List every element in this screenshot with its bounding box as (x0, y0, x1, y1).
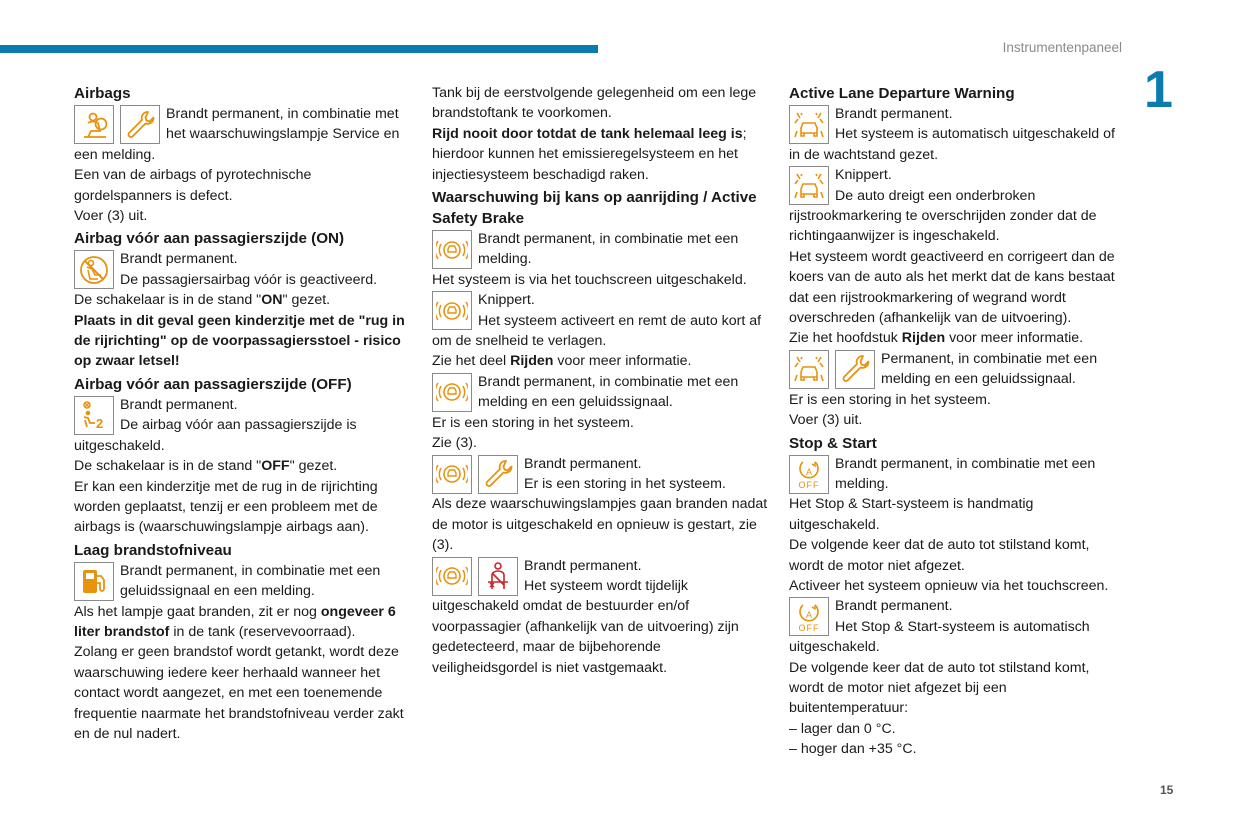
body-text: Zolang er geen brandstof wordt getankt, wordt deze waarschuwing iedere keer herhaald wanneer het contact wordt aangezet, en met een toenemende frequentie naarmate het brandstofniveau verder zakt en de nul nadert. (74, 644, 404, 742)
warning-text: De airbag vóór aan passagierszijde is (120, 417, 357, 434)
warning-text: Het Stop & Start-systeem is automatisch (835, 618, 1090, 635)
warning-text: Knippert. (478, 292, 535, 309)
body-text: Activeer het systeem opnieuw via het touchscreen. (789, 577, 1109, 594)
body-text: Zie het hoofdstuk Rijden voor meer informatie. (789, 330, 1084, 347)
service-wrench-icon (478, 455, 518, 494)
body-text: Voer (3) uit. (74, 208, 148, 225)
airbag-warning-icon (74, 105, 114, 144)
warning-row (432, 290, 770, 331)
warning-row (789, 454, 1127, 495)
lane-departure-icon (789, 350, 829, 389)
warning-text: Het systeem is automatisch uitgeschakeld of (835, 126, 1115, 143)
warning-row (432, 372, 770, 413)
body-text: De volgende keer dat de auto tot stilstand komt, wordt de motor niet afgezet. (789, 537, 1090, 574)
warning-row (789, 165, 1127, 206)
warning-text: Brandt permanent. (120, 396, 238, 413)
body-text: Er is een storing in het systeem. (789, 391, 991, 408)
body-text: Het systeem wordt geactiveerd en corrigeert dan de koers van de auto als het merkt dat de kans bestaat dat een rijstrookmarkering of wegrand wordt overschreden (afhankelijk van de uitvoering). (789, 248, 1115, 327)
column-2 (432, 83, 770, 678)
list-item: – hoger dan +35 °C. (789, 741, 917, 758)
section-title: Stop & Start (789, 434, 877, 452)
warning-text: Brandt permanent. (835, 106, 953, 122)
body-text: Rijd nooit door totdat de tank helemaal leeg is; hierdoor kunnen het emissieregelsysteem en het injectiesysteem beschadigd raken. (432, 125, 747, 183)
active-safety-brake-icon (432, 373, 472, 412)
body-text: Voer (3) uit. (789, 412, 863, 429)
warning-text: melding en een geluidssignaal. (478, 394, 673, 411)
stop-start-off-icon (789, 455, 829, 494)
warning-text: Het systeem activeert en remt de auto kort af (478, 312, 762, 329)
body-text: rijstrookmarkering te overschrijden zonder dat de richtingaanwijzer is ingeschakeld. (789, 208, 1097, 245)
warning-text: het waarschuwingslampje Service en (166, 126, 400, 143)
list-item: – lager dan 0 °C. (789, 720, 896, 737)
body-text: Er is een storing in het systeem. (432, 414, 634, 431)
warning-text: De auto dreigt een onderbroken (835, 187, 1036, 204)
warning-row (74, 249, 412, 290)
body-text: De schakelaar is in de stand "ON" gezet. (74, 292, 331, 309)
chapter-number: 1 (1144, 61, 1173, 119)
active-safety-brake-icon (432, 230, 472, 269)
body-text: Als het lampje gaat branden, zit er nog ongeveer 6 liter brandstof in de tank (reservevoorraad). (74, 603, 396, 640)
warning-text: melding. (478, 251, 532, 268)
warning-text: Brandt permanent, in combinatie met een (120, 562, 381, 579)
body-text: in de wachtstand gezet. (789, 146, 939, 163)
body-text: Er kan een kinderzitje met de rug in de rijrichting worden geplaatst, tenzij er een probleem met de airbags is (waarschuwingslampje airbags aan). (74, 478, 378, 536)
bold-warning-text: Plaats in dit geval geen kinderzitje met de "rug in de rijrichting" op de voorpassagiersstoel - risico op zwaar letsel! (74, 312, 405, 370)
warning-text: Permanent, in combinatie met een (881, 350, 1098, 367)
body-text: De schakelaar is in de stand "OFF" gezet. (74, 458, 338, 475)
body-text: Het Stop & Start-systeem is handmatig uitgeschakeld. (789, 496, 1034, 533)
lane-departure-icon (789, 105, 829, 144)
column-1 (74, 83, 412, 744)
warning-text: geluidssignaal en een melding. (120, 583, 315, 600)
warning-row (74, 104, 412, 145)
active-safety-brake-icon (432, 455, 472, 494)
passenger-airbag-on-icon (74, 250, 114, 289)
stop-start-off-icon (789, 597, 829, 636)
body-text: Een van de airbags of pyrotechnische gordelspanners is defect. (74, 167, 312, 204)
body-text: uitgeschakeld omdat de bestuurder en/of voorpassagier (afhankelijk van de uitvoering) zijn gedetecteerd, maar de bijbehorende veiligheidsgordel is niet vastgemaakt. (432, 598, 739, 676)
warning-text: Brandt permanent. (120, 251, 238, 268)
body-text: Het systeem is via het touchscreen uitgeschakeld. (432, 271, 747, 288)
warning-row (432, 454, 770, 495)
warning-text: melding. (835, 475, 889, 492)
body-text: uitgeschakeld. (789, 639, 880, 656)
warning-text: Brandt permanent. (835, 598, 953, 615)
passenger-airbag-off-icon (74, 396, 114, 435)
section-title: Laag brandstofniveau (74, 541, 232, 559)
warning-text: De passagiersairbag vóór is geactiveerd. (120, 271, 378, 288)
body-text: Als deze waarschuwingslampjes gaan branden nadat de motor is uitgeschakeld en opnieuw is gestart, zie (3). (432, 496, 768, 554)
warning-row (789, 596, 1127, 637)
warning-text: Brandt permanent. (524, 557, 642, 574)
body-text: De volgende keer dat de auto tot stilstand komt, wordt de motor niet afgezet bij een buitentemperatuur: (789, 659, 1090, 717)
fuel-pump-icon (74, 562, 114, 601)
section-title: Airbags (74, 85, 131, 102)
body-text: uitgeschakeld. (74, 437, 165, 454)
section-title: Airbag vóór aan passagierszijde (OFF) (74, 375, 352, 393)
warning-row (74, 395, 412, 436)
service-wrench-icon (835, 350, 875, 389)
body-text: een melding. (74, 146, 156, 163)
warning-text: Brandt permanent, in combinatie met een (835, 455, 1096, 472)
section-title: Airbag vóór aan passagierszijde (ON) (74, 230, 345, 248)
warning-text: melding en een geluidssignaal. (881, 371, 1076, 388)
warning-text: Er is een storing in het systeem. (524, 475, 726, 492)
service-wrench-icon (120, 105, 160, 144)
active-safety-brake-icon (432, 557, 472, 596)
body-text: Zie (3). (432, 435, 477, 452)
warning-row (789, 349, 1127, 390)
warning-text: Brandt permanent, in combinatie met een (478, 231, 739, 248)
section-title: Active Lane Departure Warning (789, 85, 1015, 102)
warning-text: Knippert. (835, 167, 892, 184)
column-3 (789, 83, 1127, 760)
warning-text: Het systeem wordt tijdelijk (524, 577, 688, 594)
warning-row (789, 104, 1127, 145)
body-text: Zie het deel Rijden voor meer informatie. (432, 353, 692, 370)
seatbelt-icon (478, 557, 518, 596)
warning-row (432, 556, 770, 597)
warning-text: Brandt permanent, in combinatie met een (478, 373, 739, 390)
body-text: om de snelheid te verlagen. (432, 333, 607, 350)
body-text: Tank bij de eerstvolgende gelegenheid om een lege brandstoftank te voorkomen. (432, 85, 757, 122)
warning-text: Brandt permanent, in combinatie met (166, 106, 399, 122)
warning-row (432, 229, 770, 270)
lane-departure-icon (789, 166, 829, 205)
active-safety-brake-icon (432, 291, 472, 330)
running-header: Instrumentenpaneel (1002, 40, 1122, 55)
header-accent-bar (0, 45, 598, 53)
page-number: 15 (1160, 783, 1174, 797)
section-title: Waarschuwing bij kans op aanrijding / Active Safety Brake (432, 189, 757, 228)
warning-text: Brandt permanent. (524, 455, 642, 472)
warning-row (74, 561, 412, 602)
